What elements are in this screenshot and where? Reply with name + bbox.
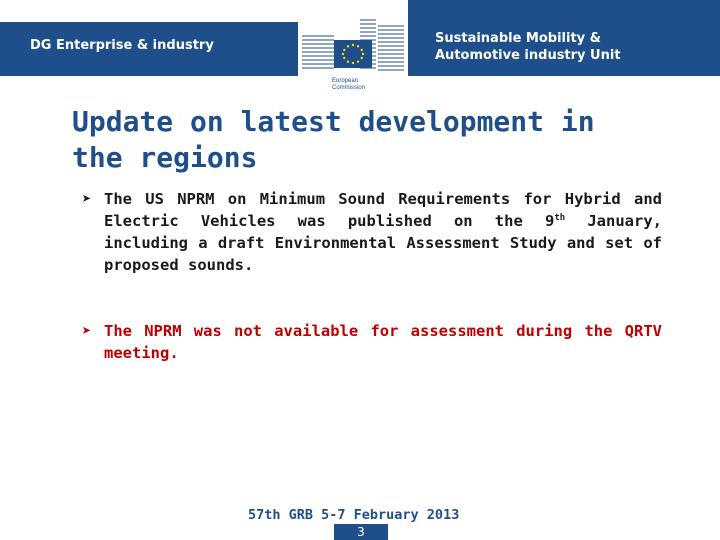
slide-title-line2: the regions	[72, 141, 258, 174]
header	[0, 0, 720, 100]
bullet-item-2	[82, 320, 662, 364]
unit-label-line1: Sustainable Mobility &	[435, 31, 602, 46]
unit-label-line2: Automotive industry Unit	[435, 48, 621, 63]
arrow-bullet-icon: ➤	[82, 322, 92, 340]
dg-label: DG Enterprise & industry	[30, 38, 214, 53]
arrow-bullet-icon: ➤	[82, 190, 92, 208]
slide-title-line1: Update on latest development in	[72, 105, 595, 138]
european-commission-logo	[298, 0, 408, 100]
bullet-text-1: The US NPRM on Minimum Sound Requirements for Hybrid and Electric Vehicles was published on the 9th January, including a draft Environmental Assessment Study and set of proposed sounds.	[104, 190, 662, 274]
page-number: 3	[334, 524, 388, 540]
bullet-item-1	[82, 188, 662, 276]
unit-label	[435, 30, 621, 64]
svg-text:Commission: Commission	[332, 85, 366, 91]
footer-meeting-label: 57th GRB 5-7 February 2013	[248, 507, 460, 523]
svg-text:European: European	[332, 78, 359, 84]
slide-title	[72, 104, 672, 176]
commission-building-icon	[298, 0, 408, 100]
bullet-text-2: The NPRM was not available for assessment during the QRTV meeting.	[104, 322, 662, 362]
